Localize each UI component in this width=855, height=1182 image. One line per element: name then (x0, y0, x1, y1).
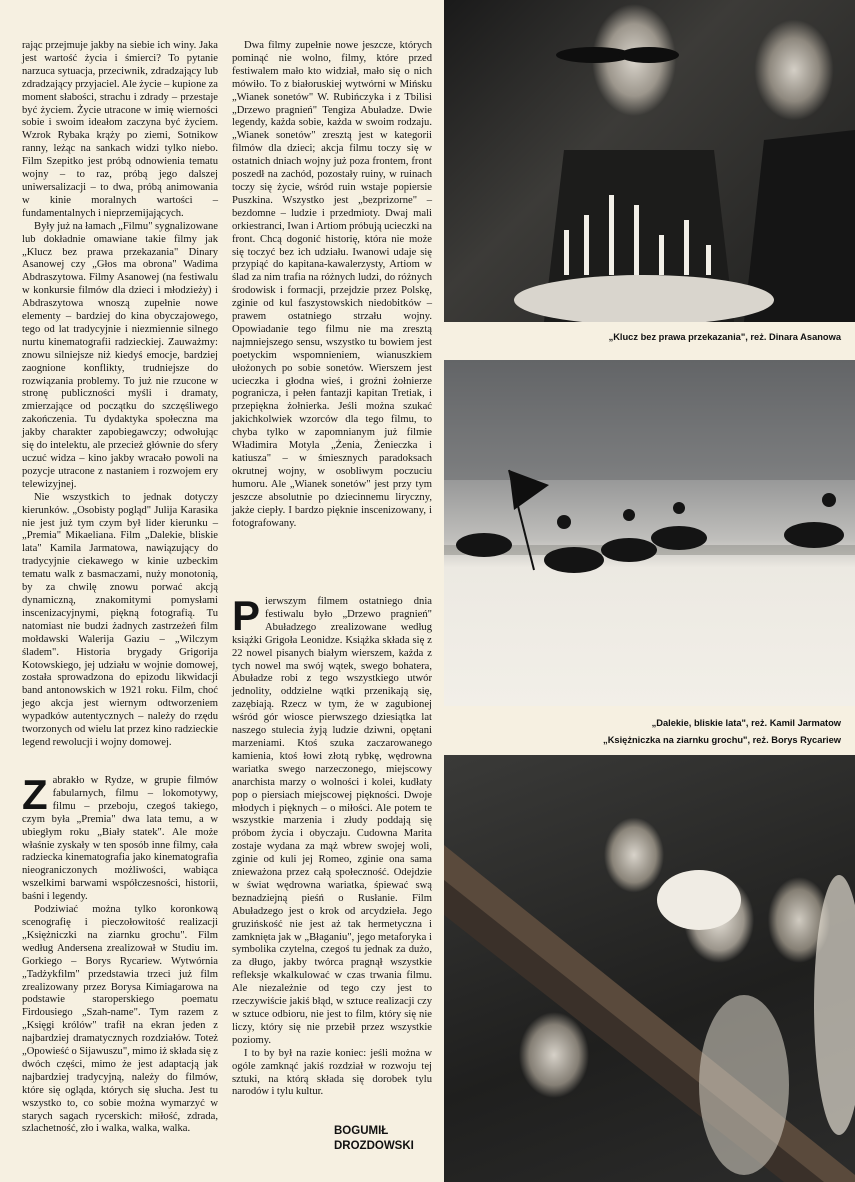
article-column-2-top (232, 40, 432, 530)
film-still-klucz (444, 0, 855, 322)
film-still-dalekie-bliskie-lata (444, 360, 855, 706)
paragraph: Dwa filmy zupełnie nowe jeszcze, których pominąć nie wolno, filmy, które przed festiwalem mało kto widział, mało się o nich mówiło. To z białoruskiej wytwórni w Mińsku „Wianek sonetów" W. Rubińczyka i z Tbilisi „Drzewo pragnień" Tengiza Abuładze. Dwie legendy, każda sobie, każda w swoim rodzaju. „Wianek sonetów" zresztą jest w kategorii filmów dla dzieci; akcja filmu toczy się w ostatnich dniach wojny już poza frontem, front poszedł na zachód, pozostały ruiny, w ruinach toczy się życie, wśród ruin wstaje popiersie Puszkina. Wszystko jest „bezprizorne" – bezdomne – ludzie i przedmioty. Dwaj mali orkiestranci, Iwan i Artiom próbują ucieczki na front. Chcą dogonić historię, która nie może się toczyć bez ich udziału. Iwanowi udaje się przypiąć do kapitana-kawalerzysty, Artiom w ślad za nim trafia na różnych ludzi, do różnych środowisk i formacji, przejdzie przez Polskę, zginie od kul faszystowskich niedobitków – prawem ostatniego strzału wojny. Opowiadanie tego filmu nie ma zresztą najmniejszego sensu, wszystko tu bowiem jest poetyckim wspomnieniem, wianuszkiem ułożonych po sobie sonetów. Wierszem jest ucieczka i głodna wieś, i groźni żołnierze pogranicza, i pełen fantazji kapitan Tretiak, i przepiękna żołnierka. Jeśli można szukać jakichkolwiek wzorców dla tego filmu, to chyba tylko w zapomnianym już filmie Władimira Motyla „Żenia, Żenieczka i katiusza" – w śmiesznych paradoksach okrutnej wojny, w osobliwym poczuciu humoru. Ale „Wianek sonetów" jest przy tym jeszcze absolutnie po dziecinnemu liryczny, jakże ciepły. I bardzo pięknie inscenizowany, i fotografowany. (232, 40, 432, 529)
paragraph (22, 771, 218, 904)
photo-caption: „Dalekie, bliskie lata", reż. Kamil Jarmatow (651, 718, 841, 728)
paragraph: Podziwiać można tylko koronkową scenografię i pieczołowitość realizacji „Księżniczki na ziarnku grochu". Film według Andersena zrealizował w Studiu im. Gorkiego – Borys Rycariew. Wytwórnia „Tadżykfilm" przedstawia trzeci już film zrealizowany przez Borysa Kimiagarowa na podstawie staroperskiego poematu Firdousiego „Szah-name". Tym razem z „Księgi królów" trafił na ekran jeden z najbardziej dramatycznych rozdziałów. Toteż „Opowieść o Sijawuszu", mimo iż składa się z dwóch części, mimo że jest adaptacją jak najbardziej tradycyjną, należy do filmów, które się ogląda, których się słucha. Jest tu wszystko to, co sobie można wymarzyć w starych sagach rycerskich: miłość, zdrada, szlachetność, zło i walka, walka, walka. (22, 904, 218, 1135)
paragraph (232, 592, 432, 1048)
paragraph: Nie wszystkich to jednak dotyczy kierunków. „Osobisty pogląd" Julija Karasika nie jest już tym czym był lider kierunku – „Premia" Mikaeliana. Film „Dalekie, bliskie lata" Kamila Jarmatowa, nawiązujący do tradycyjnie ciekawego w kinie uzbeckim tematu walk z basmaczami, nuży monotonią, by za chwilę znowu porwać akcją dynamiczną, znakomitymi pomysłami inscenizacyjnymi, piękną fotografią. Tu natomiast nie budzi żadnych zastrzeżeń film mołdawski Walerija Gaziu – „Wilczym śladem". Historia brygady Grigorija Kotowskiego, jej udziału w wojnie domowej, została sprowadzona do epizodu likwidacji band antonowskich w 1921 roku. Film, choć jego akcja jest wiernym odtworzeniem wypadków autentycznych – należy do rzędu tworzonych od wielu lat przez kino radzieckie legend rewolucji i wojny domowej. (22, 491, 218, 748)
author-last-name: DROZDOWSKI (334, 1140, 414, 1152)
article-column-1-bottom (22, 771, 218, 1136)
drop-cap: Z (22, 771, 48, 818)
film-still-dalekie-illustration (444, 360, 855, 706)
paragraph-text: abrakło w Rydze, w grupie filmów fabularnych, filmu – lokomotywy, filmu – przeboju, czegoś takiego, czym była „Premia" dwa lata temu, a w ubiegłym roku „Biały statek". Ale może właśnie zyskały w ten sposób inne filmy, cała radziecka kinematografia jako kinematografia nieograniczonych możliwości, wabiąca wszelkimi barwami współczesności, historii, baśni i legendy. (22, 775, 218, 903)
film-still-ksiezniczka-illustration (444, 755, 855, 1182)
paragraph-text: ierwszym filmem ostatniego dnia festiwalu było „Drzewo pragnień" Abuładzego zrealizowane według książki Grigoła Leonidze. Książka składa się z 22 nowel pisanych białym wierszem, każda z tych nowel ma swój wątek, swego bohatera, Abuładze robi z tego wszystkiego utwór jednolity, oddzielne wątki przenikają się, zazębiają. Rzecz w tym, że w zagubionej wśród gór wiosce pierwszego dziesiątka lat naszego stulecia żyją ludzie dziwni, opętani marzeniami. Ktoś szuka zaczarowanego kamienia, ktoś łowi złotą rybkę, wędrowna wariatka swego narzeczonego, miejscowy anarchista marzy o wolności i kolei, kudłaty pop o piersiach miejscowej piękności. Dwoje młodych i pięknych – o miłości. Ale potem te wszystkie marzenia i złudy poddają się próbom życia i obyczaju. Cudowna Marita zostaje wydana za mąż wbrew swojej woli, zginie od kuli jej Romeo, zginie ona sama znieważona przez całą społeczność. Odejdzie w świat wędrowna wariatka, śpiewać swą beznadziejną pieśń o Rusłanie. Film Abuładzego jest o krok od arcydzieła. Jego gruzińskość nie jest aż tak hermetyczna i zamknięta jak w „Błaganiu", jego metaforyka i symbolika czytelna, czegoś tu jednak za dużo, za długo, jakby twórca pragnął wszystkie refleksje wkalkulować w czas trwania filmu. Ale niezależnie od tego czy jest to rzeczywiście jakiś błąd, w sztuce realizacji czy w sztuce odbioru, nie jest to film, który się nie liczy, który się nie przebił przez wszystkie poziomy. (232, 596, 432, 1046)
article-column-1-top (22, 40, 218, 750)
photo-caption: „Klucz bez prawa przekazania", reż. Dinara Asanowa (608, 332, 841, 342)
photo-caption: „Księżniczka na ziarnku grochu", reż. Borys Rycariew (603, 735, 841, 745)
film-still-ksiezniczka (444, 755, 855, 1182)
drop-cap: P (232, 592, 261, 639)
paragraph: I to by był na razie koniec: jeśli można w ogóle zamknąć jakiś rozdział w rozwoju tej sztuki, na którą składa się dorobek tylu narodów i tylu kultur. (232, 1047, 432, 1098)
author-first-name: BOGUMIŁ (334, 1125, 389, 1137)
article-column-2-bottom (232, 592, 432, 1099)
paragraph: rając przejmuje jakby na siebie ich winy. Jaka jest wartość życia i śmierci? To pytanie narzuca sytuacja, przeciwnik, zdradzający lub zdradzający przyjaciel. Ale życie – kupione za moment słabości, strachu i zdrady – przestaje być życiem. Życie utracone w imię wierności sobie i swoim ideałom zaczyna być życiem. Wzrok Rybaka krąży po ziemi, Sotnikow ranny, leżąc na sankach widzi tylko niebo. Film Szepitko jest próbą odnowienia tematu wojny – to raz, próbą jego dalszej uniwersalizacji – to dwa, próbą animowania w kinie moralnych wartości – fundamentalnych i nieprzemijających. (22, 40, 218, 219)
film-still-klucz-illustration (444, 0, 855, 322)
author-signature (334, 1124, 434, 1154)
paragraph: Były już na łamach „Filmu" sygnalizowane lub dokładnie omawiane takie filmy jak „Klucz bez prawa przekazania" Dinary Asanowej czy „Głos ma obrona" Wadima Abdraszytowa. Filmy Asanowej (na festiwalu w konkursie filmów dla dzieci i młodzieży) i Abdraszytowa wnoszą zupełnie nowe elementy – bardziej do kina obyczajowego, tego od lat tradycyjnie i niezmiennie silnego nurtu kinematografii radzieckiej. Zauważmy: znowu silniejsze niż kiedyś emocje, bardziej zaognione konflikty, trudniejsze do rozwiązania problemy. To już nie rzucone w stronę publiczności myśli i dramaty, zmierzające od początku do szczęśliwego zakończenia. Tu dydaktyka społeczna ma jakby charakter zapobiegawczy; odwołując się do intelektu, ale przecież głównie do sfery uczuć widza – kino jakby wracało powoli na pozycje utracone z nastaniem i rozwojem ery telewizyjnej. (22, 220, 218, 490)
